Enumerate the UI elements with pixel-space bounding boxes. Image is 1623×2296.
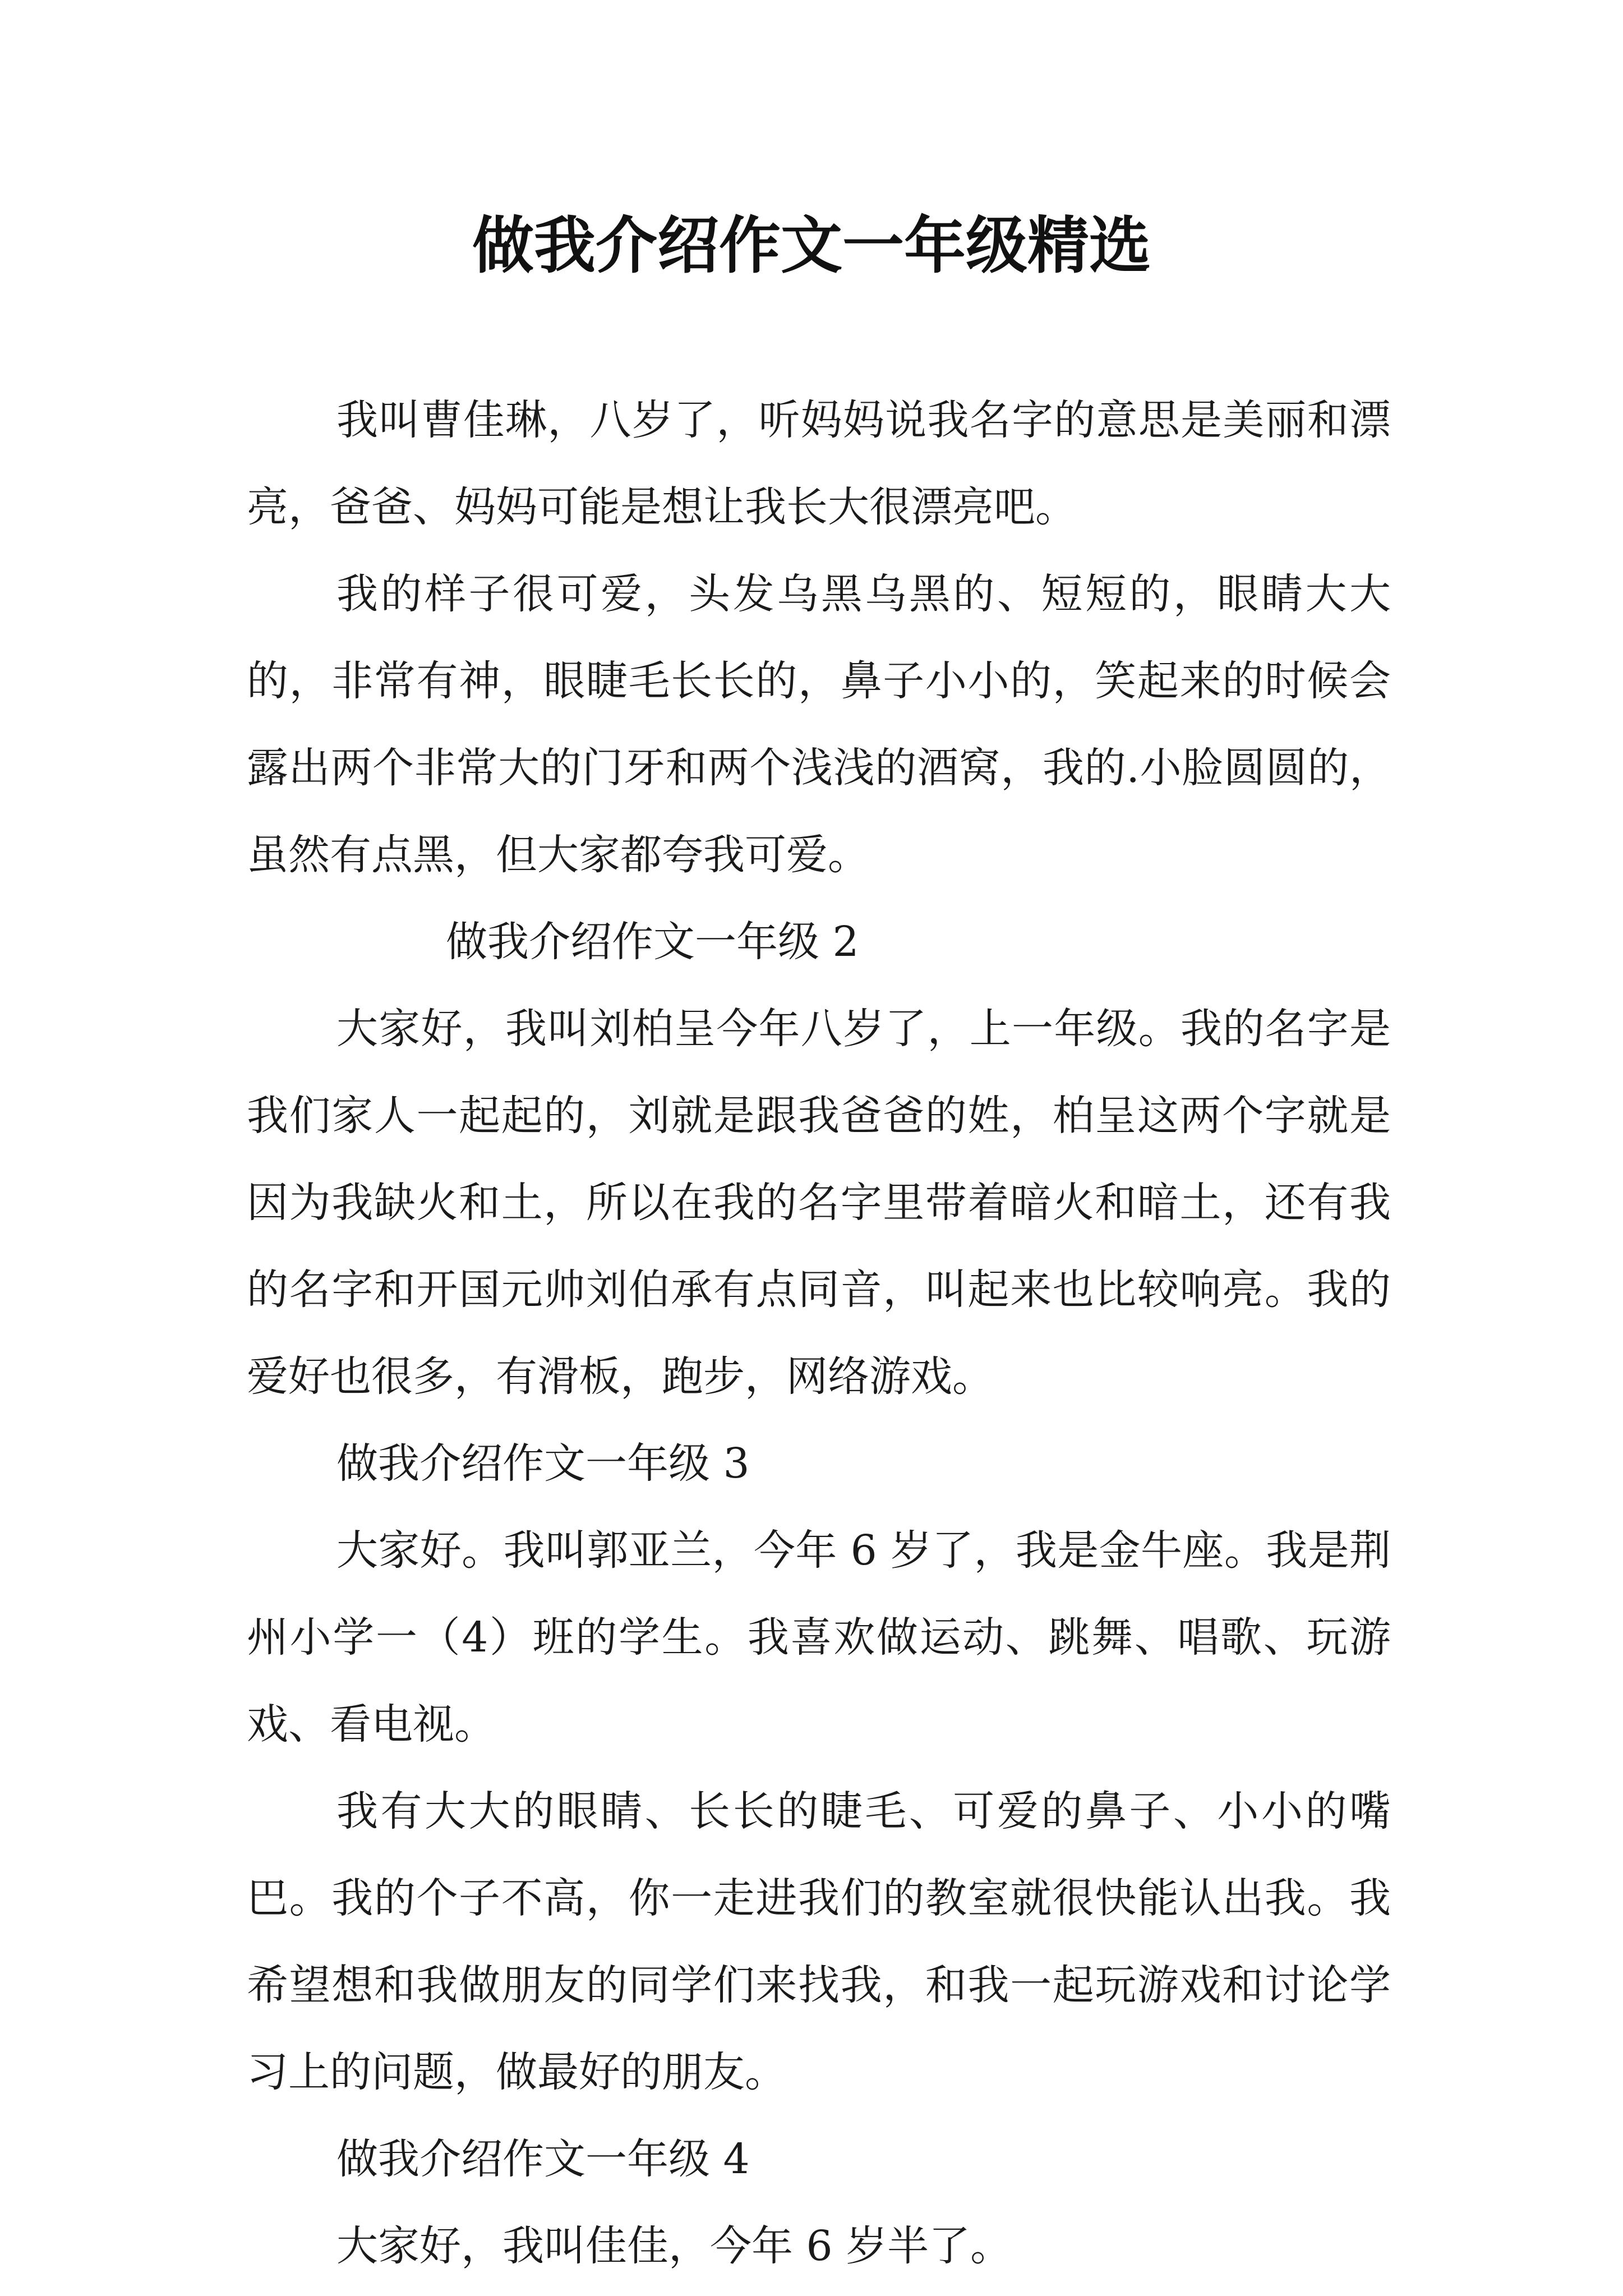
paragraph: 大家好，我叫刘柏呈今年八岁了，上一年级。我的名字是我们家人一起起的，刘就是跟我爸爸的姓，柏呈这两个字就是因为我缺火和土，所以在我的名字里带着暗火和暗土，还有我的名字和开国元帅刘伯承有点同音，叫起来也比较响亮。我的爱好也很多，有滑板，跑步，网络游戏。 xyxy=(247,1005,1391,1401)
paragraph: 大家好，我叫佳佳，今年 6 岁半了。 xyxy=(336,2222,1012,2270)
document-title: 做我介绍作文一年级精选 xyxy=(472,209,1151,282)
section-heading: 做我介绍作文一年级 2 xyxy=(446,918,859,966)
paragraph: 我有大大的眼睛、长长的睫毛、可爱的鼻子、小小的嘴巴。我的个子不高，你一走进我们的教室就很快能认出我。我希望想和我做朋友的同学们来找我，和我一起玩游戏和讨论学习上的问题，做最好的朋友。 xyxy=(247,1787,1391,2096)
document-body xyxy=(247,377,1391,2290)
section-heading: 做我介绍作文一年级 3 xyxy=(336,1439,750,1488)
paragraph: 我的样子很可爱，头发乌黑乌黑的、短短的，眼睛大大的，非常有神，眼睫毛长长的，鼻子小小的，笑起来的时候会露出两个非常大的门牙和两个浅浅的酒窝，我的.小脸圆圆的，虽然有点黑，但大家都夸我可爱。 xyxy=(247,570,1391,879)
section-heading: 做我介绍作文一年级 4 xyxy=(336,2135,750,2183)
paragraph: 我叫曹佳琳，八岁了，听妈妈说我名字的意思是美丽和漂亮，爸爸、妈妈可能是想让我长大很漂亮吧。 xyxy=(247,396,1391,531)
paragraph: 大家好。我叫郭亚兰，今年 6 岁了，我是金牛座。我是荆州小学一（4）班的学生。我喜欢做运动、跳舞、唱歌、玩游戏、看电视。 xyxy=(247,1526,1391,1749)
